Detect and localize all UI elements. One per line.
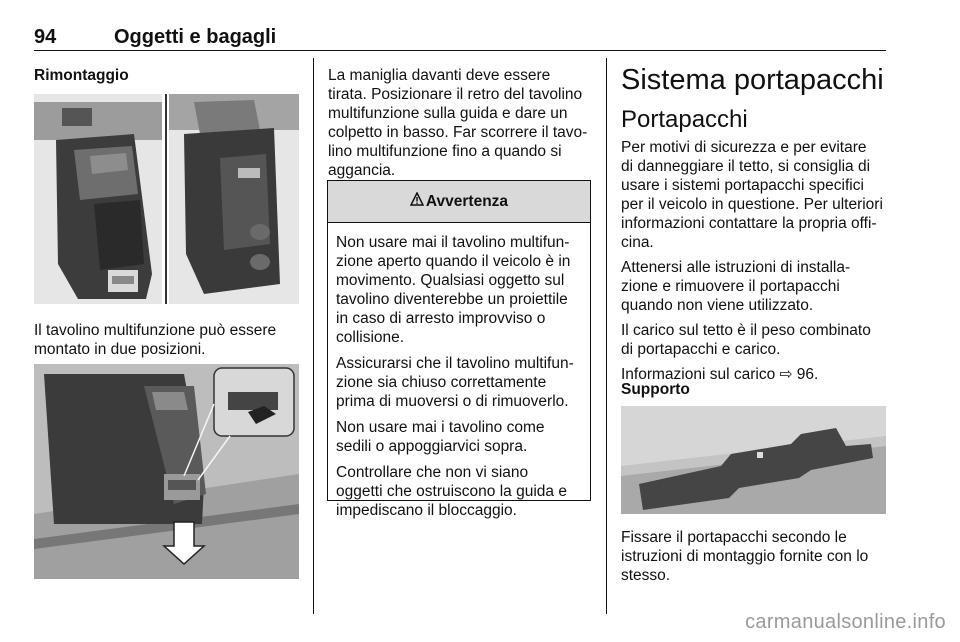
warning-triangle-icon	[410, 192, 424, 211]
warning-paragraph	[336, 418, 582, 456]
paragraph	[621, 138, 886, 252]
warning-box	[327, 180, 591, 519]
warning-body	[328, 223, 590, 520]
chapter-title: Oggetti e bagagli	[114, 26, 277, 48]
caption-two-positions	[34, 321, 276, 359]
text-line: zione sia chiuso correttamente	[336, 374, 547, 391]
text-line: stesso.	[621, 567, 671, 584]
column-divider-1	[313, 58, 314, 614]
text-line: zione e rimuovere il portapacchi	[621, 278, 840, 295]
support-caption	[621, 528, 868, 585]
text-line: informazioni contattare la propria offi-	[621, 215, 877, 232]
text-line: di danneggiare il tetto, si consiglia di	[621, 158, 871, 175]
text-line: movimento. Qualsiasi oggetto sul	[336, 272, 565, 289]
text-line: sedili o appoggiarvici sopra.	[336, 438, 528, 455]
text-line: istruzioni di montaggio fornite con lo	[621, 548, 869, 565]
caption-line: Il tavolino multifunzione può essere	[34, 322, 277, 339]
support-heading: Supporto	[621, 381, 690, 398]
text-line: oggetti che ostruiscono la guida e	[336, 483, 567, 500]
text-line: tirata. Posizionare il retro del tavolino	[328, 86, 583, 103]
text-line: in caso di arresto improvviso o	[336, 310, 546, 327]
text-line: per il veicolo in questione. Per ulteriori	[621, 196, 883, 213]
warning-paragraph	[336, 354, 582, 411]
text-line: tavolino diventerebbe un proiettile	[336, 291, 568, 308]
text-line: Il carico sul tetto è il peso combinato	[621, 322, 871, 339]
text-line: aggancia.	[328, 162, 396, 179]
text-line: prima di muoversi o di rimuoverlo.	[336, 393, 569, 410]
text-line: Assicurarsi che il tavolino multifun-	[336, 355, 574, 372]
text-line: Fissare il portapacchi secondo le	[621, 529, 847, 546]
text-line: La maniglia davanti deve essere	[328, 67, 551, 84]
text-line: multifunzione sulla guida e dare un	[328, 105, 568, 122]
text-line: Non usare mai il tavolino multifun-	[336, 234, 570, 251]
warning-paragraph	[336, 233, 582, 347]
text-line: Attenersi alle istruzioni di installa-	[621, 259, 851, 276]
text-line: Non usare mai i tavolino come	[336, 419, 545, 436]
text-line: impediscano il bloccaggio.	[336, 502, 517, 519]
roof-rack-text	[621, 138, 886, 384]
table-mounting-illustration	[34, 364, 299, 579]
page-number: 94	[34, 26, 57, 48]
paragraph	[621, 321, 886, 359]
text-line: usare i sistemi portapacchi specifici	[621, 177, 864, 194]
text-line: cina.	[621, 234, 654, 251]
text-line: di portapacchi e carico.	[621, 341, 781, 358]
instruction-paragraph	[328, 66, 587, 180]
section-title: Sistema portapacchi	[621, 64, 884, 96]
text-line: collisione.	[336, 329, 405, 346]
text-line: Per motivi di sicurezza e per evitare	[621, 139, 867, 156]
subheading-rimontaggio: Rimontaggio	[34, 67, 129, 84]
column-divider-2	[606, 58, 607, 614]
text-line: quando non viene utilizzato.	[621, 297, 814, 314]
caption-line: montato in due posizioni.	[34, 341, 206, 358]
text-line: zione aperto quando il veicolo è in	[336, 253, 571, 270]
warning-paragraph	[336, 463, 582, 520]
table-positions-illustration	[34, 94, 299, 304]
subsection-title: Portapacchi	[621, 106, 748, 133]
text-line: colpetto in basso. Far scorrere il tavo-	[328, 124, 588, 141]
page-header	[34, 6, 886, 51]
watermark: carmanualsonline.info	[745, 611, 946, 633]
roof-rail-support-illustration	[621, 406, 886, 514]
paragraph	[621, 258, 886, 315]
warning-title: Avvertenza	[425, 192, 509, 210]
warning-header	[328, 181, 590, 223]
cross-reference-link[interactable]: Informazioni sul carico ⇨ 96.	[621, 366, 819, 383]
text-line: Controllare che non vi siano	[336, 464, 529, 481]
text-line: lino multifunzione fino a quando si	[328, 143, 562, 160]
